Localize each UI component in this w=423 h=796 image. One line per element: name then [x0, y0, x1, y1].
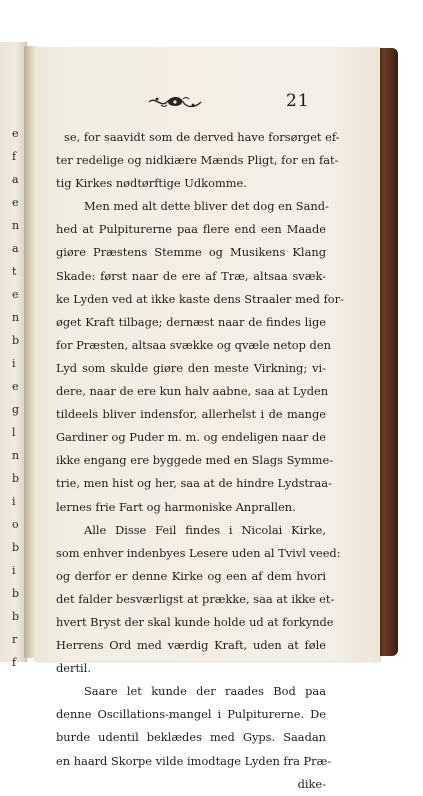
text-line: burde udentil beklædes med Gyps. Saadan: [56, 730, 326, 745]
facing-page-fragment: f: [12, 656, 17, 669]
facing-page-fragment: i: [12, 357, 16, 370]
text-line: ikke engang ere byggede med en Slags Symme-: [56, 453, 334, 468]
text-line: ke Lyden ved at ikke kaste dens Straaler med for-: [56, 291, 344, 306]
text-line: Lyd som skulde giøre den meste Virkning; vi-: [56, 360, 326, 375]
text-line: Saare let kunde der raades Bod paa: [84, 684, 326, 699]
page-text: [56, 126, 344, 796]
facing-page-fragment: e: [12, 127, 19, 140]
text-line: tildeels bliver indensfor, allerhelst i de mange: [56, 407, 326, 422]
text-line: øget Kraft tilbage; dernæst naar de findes lige: [56, 314, 326, 329]
text-line: Gardiner og Puder m. m. og endeligen naar de: [56, 430, 326, 445]
text-line: dere, naar de ere kun halv aabne, saa at Lyden: [56, 384, 329, 399]
facing-page-fragment: e: [12, 380, 19, 393]
facing-page-fragment: i: [12, 495, 16, 508]
facing-page-fragment: f: [12, 150, 17, 163]
text-line: Skade: først naar de ere af Træ, altsaa svæk-: [56, 268, 326, 283]
facing-page-fragment: e: [12, 196, 19, 209]
facing-page-fragment: i: [12, 564, 16, 577]
text-line: giøre Præstens Stemme og Musikens Klang: [56, 245, 326, 260]
text-line: dike-: [297, 776, 326, 791]
facing-page-fragment: g: [12, 403, 20, 416]
text-line: det falder besværligst at prække, saa at ikke et-: [56, 591, 335, 606]
text-line: for Præsten, altsaa svække og qvæle netop den: [56, 337, 331, 352]
text-line: denne Oscillations-mangel i Pulpiturerne. De: [56, 707, 326, 722]
facing-page-fragment: b: [12, 610, 20, 623]
text-line: trie, men hist og her, saa at de hindre Lydstraa-: [56, 476, 332, 491]
facing-page-fragment: b: [12, 334, 20, 347]
facing-page-fragment: t: [12, 265, 17, 278]
text-line: hvert Bryst der skal kunde holde ud at forkynde: [56, 614, 334, 629]
facing-page-fragment: n: [12, 219, 20, 232]
text-line: ter redelige og nidkiære Mænds Pligt, for en fat-: [56, 153, 339, 168]
text-line: se, for saavidt som de derved have forsørget ef-: [64, 130, 340, 144]
facing-page-fragment: e: [12, 288, 19, 301]
printer-ornament-icon: [147, 95, 203, 109]
page-number: 21: [286, 91, 310, 111]
facing-page-fragment: o: [12, 518, 19, 531]
facing-page-fragment: n: [12, 449, 20, 462]
text-line: Alle Disse Feil findes i Nicolai Kirke,: [84, 522, 326, 537]
facing-page-fragment: a: [12, 242, 19, 255]
text-line: Men med alt dette bliver det dog en Sand-: [84, 199, 329, 214]
text-line: tig Kirkes nødtørftige Udkomme.: [56, 176, 247, 191]
facing-page-fragment: b: [12, 587, 20, 600]
text-line: lernes frie Fart og harmoniske Anprallen.: [56, 499, 296, 514]
facing-page-fragment: r: [12, 633, 18, 646]
text-line: dertil.: [56, 661, 91, 676]
facing-page-fragment: b: [12, 541, 20, 554]
facing-page-fragment: a: [12, 173, 19, 186]
book-page: [34, 47, 380, 791]
text-line: en haard Skorpe vilde imodtage Lyden fra Præ-: [56, 753, 332, 768]
facing-page-fragment: n: [12, 311, 20, 324]
text-line: hed at Pulpiturerne paa flere end een Maade: [56, 222, 326, 237]
facing-page-fragment: b: [12, 472, 20, 485]
facing-page-left: [0, 42, 27, 669]
facing-page-fragment: l: [12, 426, 16, 439]
text-line: og derfor er denne Kirke og een af dem hvori: [56, 568, 326, 583]
text-line: Herrens Ord med værdig Kraft, uden at føle: [56, 638, 326, 653]
text-line: som enhver indenbyes Lesere uden al Tvivl veed:: [56, 545, 341, 560]
